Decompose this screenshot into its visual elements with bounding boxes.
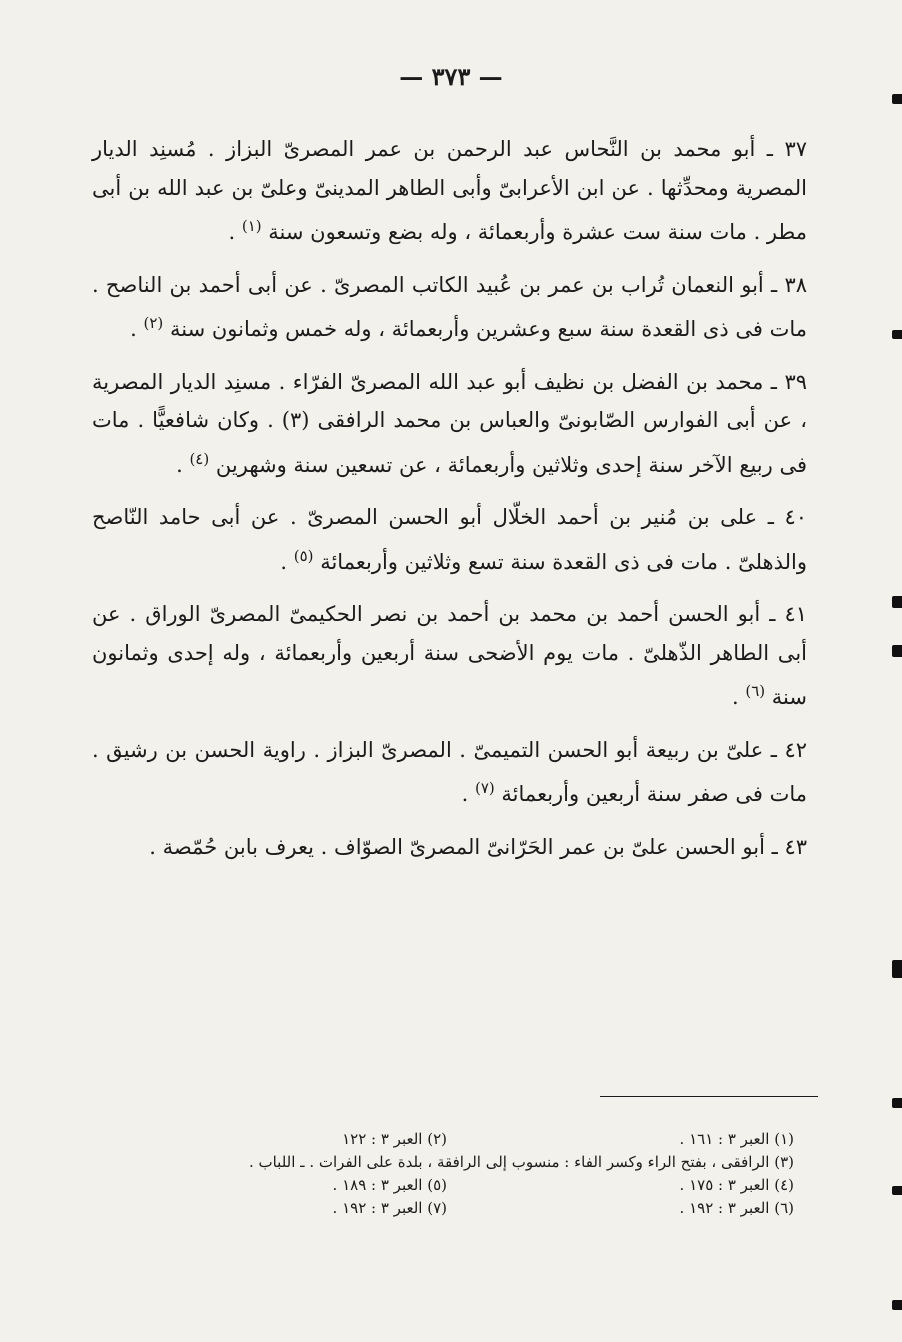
footnote-row [100, 1174, 794, 1197]
entry-42: ٤٢ ـ علىّ بن ربيعة أبو الحسن التميمىّ . المصرىّ البزاز . راوية الحسن بن رشيق . مات فى صفر سنة أربعين وأربعمائة $^{(٧)}$ . [92, 737, 807, 806]
scan-margin-mark [892, 330, 902, 339]
entry-text: ٣٨ ـ أبو النعمان تُراب بن عمر بن عُبيد الكاتب المصرىّ . عن أبى أحمد بن الناصح . مات فى ذى القعدة سنة سبع وعشرين وأربعمائة ، وله خمس وثمانون سنة [92, 272, 807, 341]
scan-margin-mark [892, 645, 902, 657]
footnote-ref: (٦) [745, 682, 766, 700]
entry-text: ٤٣ ـ أبو الحسن علىّ بن عمر الحَرّانىّ المصرىّ الصوّاف . يعرف بابن حُمّصة . [149, 834, 807, 859]
footnote-ref: (٢) [143, 314, 164, 332]
footnote-4: (٤) العبر ٣ : ١٧٥ . [679, 1176, 794, 1194]
scan-margin-mark [892, 1186, 902, 1195]
body-text [92, 130, 807, 880]
footnote-3: (٣) الرافقى ، بفتح الراء وكسر الفاء : منسوب إلى الرافقة ، بلدة على الفرات . ـ اللباب . [248, 1153, 794, 1171]
entry-39: ٣٩ ـ محمد بن الفضل بن نظيف أبو عبد الله المصرىّ الفرّاء . مسنِد الديار المصرية ، عن أبى الفوارس الصّابونىّ والعباس بن محمد الرافقى (٣) . وكان شافعيًّا . مات فى ربيع الآخر سنة إحدى وثلاثين وأربعمائة ، عن تسعين سنة وشهرين $^{(٤)}$ . [92, 369, 807, 477]
footnote-divider [600, 1096, 818, 1097]
entry-40: ٤٠ ـ على بن مُنير بن أحمد الخلّال أبو الحسن المصرىّ . عن أبى حامد النّاصح والذهلىّ . مات فى ذى القعدة سنة تسع وثلاثين وأربعمائة $^{(٥)}$ . [92, 505, 807, 574]
footnote-row [100, 1128, 794, 1151]
scan-margin-mark [892, 94, 902, 104]
scan-margin-mark [892, 1300, 902, 1310]
page-number: — ٣٧٣ — [399, 62, 503, 91]
footnote-ref: (١) [241, 217, 262, 235]
scan-margin-mark [892, 960, 902, 978]
entry-38: ٣٨ ـ أبو النعمان تُراب بن عمر بن عُبيد الكاتب المصرىّ . عن أبى أحمد بن الناصح . مات فى ذى القعدة سنة سبع وعشرين وأربعمائة ، وله خمس وثمانون سنة $^{(٢)}$ . [92, 272, 807, 341]
footnote-row [100, 1197, 794, 1220]
footnote-ref: (٥) [293, 546, 314, 565]
entry-41: ٤١ ـ أبو الحسن أحمد بن محمد بن أحمد بن نصر الحكيمىّ المصرىّ الوراق . عن أبى الطاهر الذّهلىّ . مات يوم الأضحى سنة أربعين وأربعمائة ، وله إحدى وثمانون سنة $^{(٦)}$ . [92, 602, 807, 709]
footnote-ref: (٧) [474, 779, 495, 797]
entry-43 [92, 828, 807, 867]
entry-text: ٤١ ـ أبو الحسن أحمد بن محمد بن أحمد بن نصر الحكيمىّ المصرىّ الوراق . عن أبى الطاهر الذّهلىّ . مات يوم الأضحى سنة أربعين وأربعمائة ، وله إحدى وثمانون سنة [92, 602, 807, 709]
footnotes [100, 1128, 794, 1220]
scan-margin-mark [892, 1098, 902, 1108]
entry-37: ٣٧ ـ أبو محمد بن النَّحاس عبد الرحمن بن عمر المصرىّ البزاز . مُسنِد الديار المصرية ومحدِّثها . عن ابن الأعرابىّ وأبى الطاهر المدينىّ وعلىّ بن عبد الله بن أبى مطر . مات سنة ست عشرة وأربعمائة ، وله بضع وتسعون سنة $^{(١)}$ . [92, 137, 807, 244]
entry-text: ٤٢ ـ علىّ بن ربيعة أبو الحسن التميمىّ . المصرىّ البزاز . راوية الحسن بن رشيق . مات فى صفر سنة أربعين وأربعمائة [92, 737, 807, 806]
footnote-7: (٧) العبر ٣ : ١٩٢ . [332, 1199, 447, 1217]
scan-margin-mark [892, 596, 902, 608]
entry-text: ٣٧ ـ أبو محمد بن النَّحاس عبد الرحمن بن عمر المصرىّ البزاز . مُسنِد الديار المصرية ومحدِّثها . عن ابن الأعرابىّ وأبى الطاهر المدينىّ وعلىّ بن عبد الله بن أبى مطر . مات سنة ست عشرة وأربعمائة ، وله بضع وتسعون سنة [92, 137, 807, 244]
footnote-5: (٥) العبر ٣ : ١٨٩ . [332, 1176, 447, 1194]
entry-text: ٤٠ ـ على بن مُنير بن أحمد الخلّال أبو الحسن المصرىّ . عن أبى حامد النّاصح والذهلىّ . مات فى ذى القعدة سنة تسع وثلاثين وأربعمائة [92, 505, 807, 574]
footnote-ref: (٤) [189, 449, 210, 468]
footnote-2: (٢) العبر ٣ : ١٢٢ [342, 1130, 447, 1148]
footnote-6: (٦) العبر ٣ : ١٩٢ . [679, 1199, 794, 1217]
footnote-row [100, 1151, 794, 1174]
entry-text: ٣٩ ـ محمد بن الفضل بن نظيف أبو عبد الله المصرىّ الفرّاء . مسنِد الديار المصرية ، عن أبى الفوارس الصّابونىّ والعباس بن محمد الرافقى (٣) . وكان شافعيًّا . مات فى ربيع الآخر سنة إحدى وثلاثين وأربعمائة ، عن تسعين سنة وشهرين [92, 369, 807, 477]
footnote-1: (١) العبر ٣ : ١٦١ . [679, 1130, 794, 1148]
